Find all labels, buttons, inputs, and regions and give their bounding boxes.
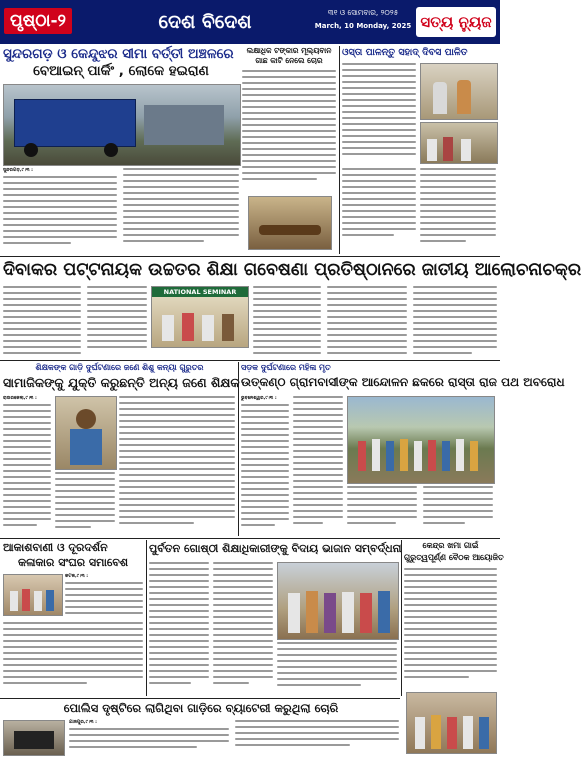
article-headline: ଓସ୍ତା ପାଳନ୍ତୁ ସହାଦ୍ ଦିବସ ପାଳିତ	[342, 47, 468, 58]
article-headline: ଉତ୍କଣ୍ଠ ଗ୍ରାମବାସୀଙ୍କ ଆନ୍ଦୋଳନ ଛକରେ ରାସ୍ତା ରାଜ ପଥ ଅବରୋଧ	[241, 375, 565, 389]
article-headline: ସୁନ୍ଦରଗଡ଼ ଓ କେନ୍ଦୁଝର ସୀମା ବର୍ତ୍ତୀ ଅଞ୍ଚଳରେ	[3, 46, 234, 62]
article-headline: ଲକ୍ଷାଧିକ ଟଙ୍କାର ମୂଲ୍ୟବାନ ଗାଛ କାଟି ନେଲେ ଚୋର	[246, 46, 332, 65]
date-english: March, 10 Monday, 2025	[314, 22, 412, 30]
seminar-banner: NATIONAL SEMINAR	[152, 287, 248, 297]
dateline: ଯାଜପୁର,୯।୩ :	[69, 720, 97, 725]
article-headline-2: କଳାକାର ସଂଘର ସମାବେଶ	[17, 556, 129, 569]
article-kicker: ସଡ଼କ ଦୁର୍ଘଟଣାରେ ମହିଳା ମୃତ	[241, 363, 331, 372]
ceremony-photo	[420, 63, 498, 120]
tree-photo	[248, 196, 332, 250]
article-headline: କେନ୍ଦ୍ର ଖମା ଗାଇଁ	[422, 541, 479, 550]
article-headline-2: ଗୁରୁତ୍ୱପୂର୍ଣ୍ଣ ବୈଠକ ଆୟୋଜିତ	[404, 553, 504, 562]
article-martyrs-day	[342, 46, 497, 254]
article-headline: ପୋଲିସ ଦୃଷ୍ଟିରେ ଲାଗିଥିବା ଗାଡ଼ିରେ ବ୍ୟାଟେରୀ କରୁଥିଲା ଚୋରି	[63, 701, 339, 715]
article-national-seminar	[3, 258, 581, 358]
article-headline: ଦିବାକର ପଟ୍ଟନାୟକ ଉଚ୍ଚତର ଶିକ୍ଷା ଗବେଷଣା ପ୍ରତିଷ୍ଠାନରେ ଜାତୀୟ ଆଲୋଚନାଚକ୍ର	[3, 260, 581, 280]
article-headline: ପୁର୍ବତନ ଗୋଷ୍ଠୀ ଶିକ୍ଷାଧିକାରୀଙ୍କୁ ବିଦାୟ ଭାଜାନ ସମ୍ବର୍ଦ୍ଧନା	[149, 542, 402, 555]
protest-photo	[347, 396, 495, 484]
article-headline: ଆକାଶବାଣୀ ଓ ଦୂରଦର୍ଶନ	[3, 541, 108, 554]
crowd-photo	[420, 122, 498, 164]
dateline: ରାଉରକେଲା,୯।୩ :	[3, 396, 37, 401]
article-kicker: ଶିକ୍ଷକଙ୍କ ଗାଡ଼ି ଦୁର୍ଘଟଣାରେ ଜଣେ ଶିଶୁ କନ୍ୟା ଗୁରୁତର	[35, 363, 204, 372]
article-tree-theft	[242, 46, 336, 254]
felicitation-photo	[277, 562, 399, 640]
article-headline-2: ବେଆଇନ୍ ପାର୍କିଂ , ଲୋକେ ହଇରାଣ	[33, 63, 209, 79]
date-odia: ୩୧ ଓ ସୋମବାର, ୨୦୨୫	[327, 8, 399, 17]
article-headline: ସାମାଜିକଙ୍କୁ ଯୁକ୍ତି କରୁଛନ୍ତି ଅନ୍ୟ ଜଣେ ଶିକ୍ଷକ	[3, 375, 240, 390]
date-box	[313, 7, 413, 37]
page-label: ପୃଷ୍ଠା-୨	[4, 8, 72, 34]
article-farewell	[149, 540, 402, 696]
article-important-meeting	[404, 540, 504, 756]
section-title: ଦେଶ ବିଦେଶ	[158, 11, 252, 33]
truck-photo	[3, 84, 241, 166]
article-teacher-accident	[3, 362, 240, 536]
article-battery-theft	[3, 700, 399, 756]
dateline: ସୁନ୍ଦରଗଡ଼,୯।୩ :	[3, 168, 34, 173]
child-photo	[55, 396, 117, 470]
article-artists-union	[3, 540, 143, 696]
article-road-blockade	[241, 362, 565, 536]
meeting-photo	[3, 574, 63, 616]
dateline: ଭୁବନେଶ୍ୱର,୯।୩ :	[241, 396, 277, 401]
masthead	[0, 0, 500, 44]
battery-photo	[3, 720, 65, 756]
seminar-photo	[151, 286, 249, 348]
dateline: କଟକ,୯।୩ :	[65, 574, 89, 579]
brand-logo: ସତ୍ୟ ନ୍ୟୁଜ	[416, 7, 496, 37]
meeting-group-photo	[406, 692, 497, 754]
article-illegal-parking	[3, 46, 239, 254]
